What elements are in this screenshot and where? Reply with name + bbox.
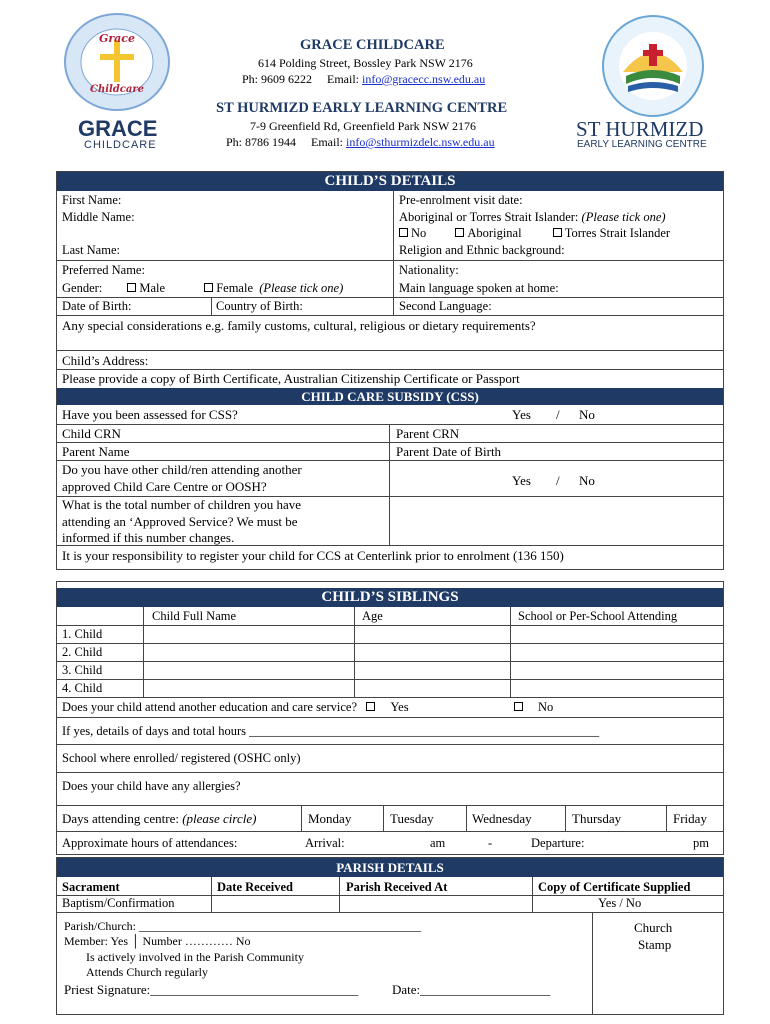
female-checkbox[interactable]: [204, 283, 213, 292]
siblings-col-school: School or Per-School Attending: [518, 609, 678, 623]
parish-col-date: Date Received: [217, 880, 294, 894]
grace-address: 614 Polding Street, Bossley Park NSW 2176: [258, 56, 473, 70]
other-children-q2: approved Child Care Centre or OOSH?: [62, 479, 267, 494]
female-label: Female: [216, 281, 253, 295]
other-children-slash: /: [556, 473, 560, 488]
hours-dash: -: [488, 836, 493, 850]
child-details-title: CHILD’S DETAILS: [57, 172, 723, 191]
other-children-yes[interactable]: Yes: [512, 473, 531, 488]
siblings-title: CHILD’S SIBLINGS: [57, 588, 723, 607]
day-thursday[interactable]: Thursday: [572, 811, 622, 826]
male-checkbox[interactable]: [127, 283, 136, 292]
ccs-assessed-yes[interactable]: Yes: [512, 407, 531, 422]
involved-option[interactable]: Is actively involved in the Parish Community: [86, 950, 304, 964]
other-service-no: [514, 700, 553, 715]
siblings-col-name: Child Full Name: [152, 609, 237, 623]
other-service-yes-checkbox[interactable]: [366, 702, 375, 711]
sibling-row-1: 1. Child: [62, 627, 103, 641]
parish-title: PARISH DETAILS: [57, 858, 723, 877]
aboriginal-note: (Please tick one): [581, 210, 666, 224]
school-enrolled-field[interactable]: School where enrolled/ registered (OSHC only): [62, 751, 301, 765]
grace-logo-word: GRACE: [78, 116, 158, 141]
church-stamp-line2: Stamp: [638, 937, 672, 952]
st-hurmizd-logo-word: ST HURMIZD: [576, 117, 704, 141]
opt-no-checkbox[interactable]: [399, 228, 408, 237]
church-stamp-line1: Church: [634, 920, 673, 935]
ccs-responsibility-note: It is your responsibility to register your child for CCS at Centerlink prior to enrolment (136 150): [62, 548, 564, 563]
opt-tsi-label: Torres Strait Islander: [564, 226, 671, 240]
parish-date-field[interactable]: Date:____________________: [392, 982, 551, 997]
grace-email-link[interactable]: info@gracecc.nsw.edu.au: [362, 72, 486, 86]
ccs-assessed-slash: /: [556, 407, 560, 422]
siblings-col-age: Age: [362, 609, 383, 623]
sibling-row-3: 3. Child: [62, 663, 103, 677]
last-name-field[interactable]: Last Name:: [62, 243, 120, 257]
special-considerations-field[interactable]: Any special considerations e.g. family customs, cultural, religious or dietary requirements?: [62, 318, 536, 333]
grace-phone: Ph: 9609 6222: [242, 72, 313, 86]
pre-enrolment-field[interactable]: Pre-enrolment visit date:: [399, 193, 523, 207]
departure-label[interactable]: Departure:: [531, 836, 585, 850]
parish-col-sacrament: Sacrament: [62, 880, 120, 894]
religion-field[interactable]: Religion and Ethnic background:: [399, 243, 565, 257]
gender-label: Gender:: [62, 281, 103, 295]
other-service-label: Does your child attend another education and care service?: [62, 700, 358, 714]
parish-col-parish: Parish Received At: [346, 880, 448, 894]
total-children-q3: informed if this number changes.: [62, 530, 235, 545]
other-service-no-checkbox[interactable]: [514, 702, 523, 711]
member-field[interactable]: Member: Yes │ Number ………… No: [64, 934, 251, 948]
st-hurmizd-email-link[interactable]: info@sthurmizdelc.nsw.edu.au: [346, 135, 495, 149]
day-tuesday[interactable]: Tuesday: [390, 811, 434, 826]
days-attending-note: (please circle): [182, 811, 257, 826]
st-hurmizd-logo-sub: EARLY LEARNING CENTRE: [577, 139, 707, 150]
svg-text:Grace: Grace: [98, 32, 136, 45]
other-children-q1: Do you have other child/ren attending another: [62, 462, 302, 477]
opt-tsi-checkbox[interactable]: [553, 228, 562, 237]
priest-signature-field[interactable]: Priest Signature:________________________________: [64, 982, 359, 997]
grace-email-label: Email:: [327, 72, 360, 86]
allergies-field[interactable]: Does your child have any allergies?: [62, 779, 241, 793]
grace-logo-sub: CHILDCARE: [84, 139, 157, 151]
birth-cert-note: Please provide a copy of Birth Certificate, Australian Citizenship Certificate or Passport: [62, 371, 520, 386]
male-label: Male: [139, 281, 166, 295]
first-name-field[interactable]: First Name:: [62, 193, 122, 207]
aboriginal-question: [399, 210, 666, 225]
grace-logo: [62, 12, 172, 112]
attends-option[interactable]: Attends Church regularly: [86, 965, 208, 979]
total-children-q1: What is the total number of children you have: [62, 497, 301, 512]
country-of-birth-field[interactable]: Country of Birth:: [216, 299, 303, 313]
arrival-am: am: [430, 836, 446, 850]
parent-name-field[interactable]: Parent Name: [62, 444, 130, 459]
svg-text:Childcare: Childcare: [89, 84, 145, 95]
child-crn-field[interactable]: Child CRN: [62, 426, 121, 441]
days-attending-label: Days attending centre: (please circle): [62, 811, 257, 826]
other-service-question: [62, 700, 409, 715]
opt-no-label: No: [411, 226, 427, 240]
parish-row-sacrament: Baptism/Confirmation: [62, 896, 175, 910]
day-monday[interactable]: Monday: [308, 811, 352, 826]
other-service-no-label: No: [538, 700, 554, 714]
ccs-assessed-question: Have you been assessed for CSS?: [62, 407, 238, 422]
departure-pm: pm: [693, 836, 709, 850]
main-language-field[interactable]: Main language spoken at home:: [399, 281, 559, 295]
other-service-yes-label: Yes: [390, 700, 409, 714]
parish-church-field[interactable]: Parish/Church: _______________________________________________: [64, 919, 421, 933]
st-hurmizd-phone: Ph: 8786 1944: [226, 135, 297, 149]
nationality-field[interactable]: Nationality:: [399, 263, 459, 277]
day-wednesday[interactable]: Wednesday: [472, 811, 532, 826]
sibling-row-4: 4. Child: [62, 681, 103, 695]
female-note: (Please tick one): [259, 281, 344, 295]
other-children-no[interactable]: No: [579, 473, 595, 488]
aboriginal-label: Aboriginal or Torres Strait Islander:: [399, 210, 579, 224]
middle-name-field[interactable]: Middle Name:: [62, 210, 135, 224]
ccs-assessed-no[interactable]: No: [579, 407, 595, 422]
parent-dob-field[interactable]: Parent Date of Birth: [396, 444, 502, 459]
if-yes-details-field[interactable]: If yes, details of days and total hours ________________________________________________________: [62, 724, 600, 738]
parent-crn-field[interactable]: Parent CRN: [396, 426, 460, 441]
day-friday[interactable]: Friday: [673, 811, 707, 826]
dob-field[interactable]: Date of Birth:: [62, 299, 132, 313]
opt-aboriginal-checkbox[interactable]: [455, 228, 464, 237]
grace-contact: [242, 72, 485, 87]
parish-row-copy[interactable]: Yes / No: [598, 896, 642, 910]
arrival-label[interactable]: Arrival:: [305, 836, 345, 850]
grace-name: GRACE CHILDCARE: [300, 37, 445, 53]
opt-aboriginal-label: Aboriginal: [467, 226, 522, 240]
preferred-name-field[interactable]: Preferred Name:: [62, 263, 145, 277]
hours-label: Approximate hours of attendances:: [62, 836, 238, 850]
parish-col-copy: Copy of Certificate Supplied: [538, 880, 691, 894]
total-children-q2: attending an ‘Approved Service? We must be: [62, 514, 298, 529]
st-hurmizd-address: 7-9 Greenfield Rd, Greenfield Park NSW 2176: [250, 119, 477, 133]
st-hurmizd-name: ST HURMIZD EARLY LEARNING CENTRE: [216, 100, 508, 116]
st-hurmizd-email-label: Email:: [311, 135, 344, 149]
address-field[interactable]: Child’s Address:: [62, 353, 149, 368]
sibling-row-2: 2. Child: [62, 645, 103, 659]
st-hurmizd-logo: [598, 14, 708, 118]
second-language-field[interactable]: Second Language:: [399, 299, 492, 313]
aboriginal-options: [399, 226, 670, 241]
ccs-title: CHILD CARE SUBSIDY (CSS): [57, 388, 723, 405]
st-hurmizd-contact: [226, 135, 495, 150]
gender-row: [62, 281, 343, 296]
